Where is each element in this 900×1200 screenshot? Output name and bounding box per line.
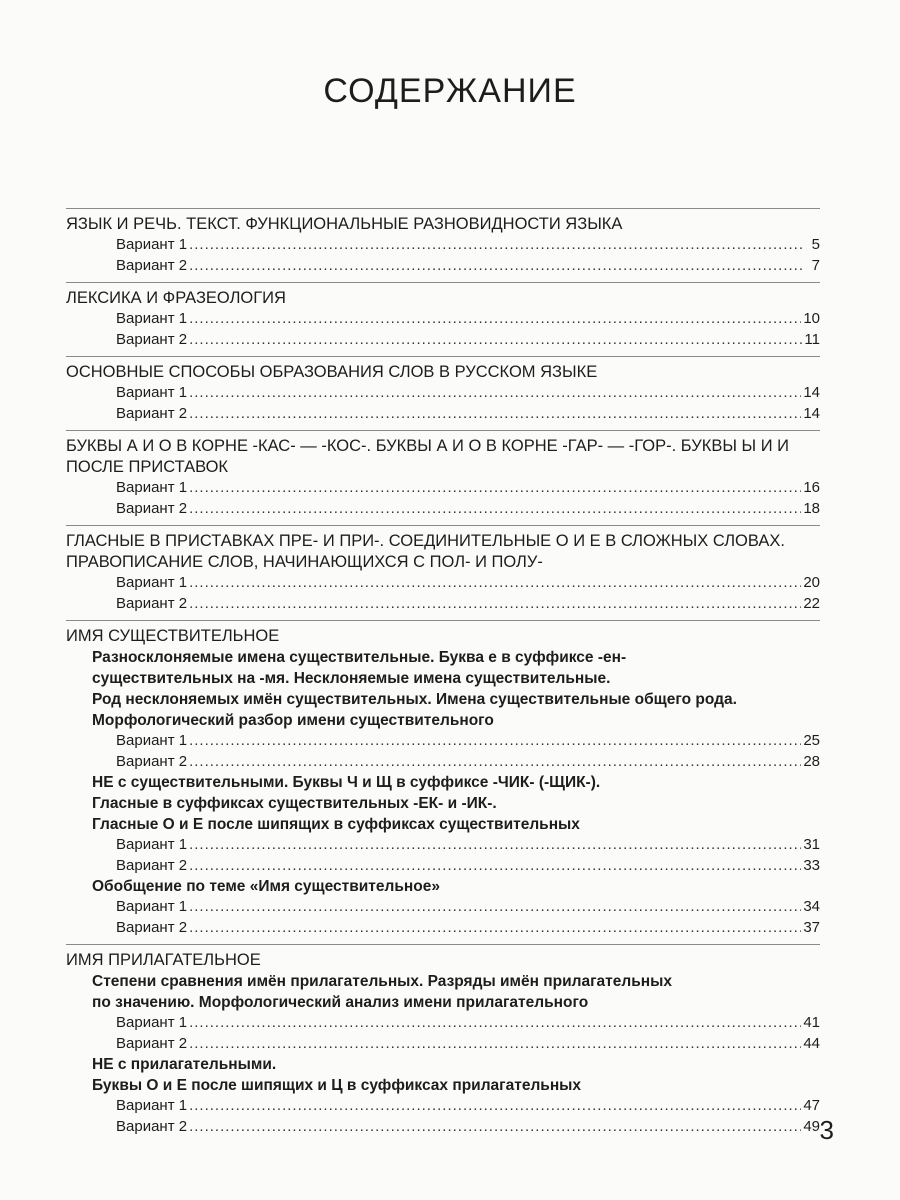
subsection-title: Обобщение по теме «Имя существительное» bbox=[92, 878, 440, 895]
dot-leader bbox=[189, 256, 804, 277]
toc-entry[interactable] bbox=[66, 383, 820, 404]
subsection-title: Степени сравнения имён прилагательных. Разряды имён прилагательных bbox=[92, 973, 672, 990]
entry-label: Вариант 2 bbox=[116, 499, 188, 517]
dot-leader bbox=[189, 1034, 801, 1055]
toc-section bbox=[66, 356, 820, 424]
entry-label: Вариант 1 bbox=[116, 384, 188, 401]
dot-leader bbox=[189, 1013, 801, 1034]
dot-leader bbox=[189, 573, 801, 594]
section-title: ЯЗЫК И РЕЧЬ. ТЕКСТ. ФУНКЦИОНАЛЬНЫЕ РАЗНОВИДНОСТИ ЯЗЫКА bbox=[66, 215, 623, 233]
toc-entry[interactable] bbox=[66, 752, 820, 773]
entry-label: Вариант 2 bbox=[116, 594, 188, 612]
entry-label: Вариант 2 bbox=[116, 752, 188, 770]
entry-page-number: 7 bbox=[811, 256, 820, 274]
toc-entry[interactable] bbox=[66, 1013, 820, 1034]
toc-entry[interactable] bbox=[66, 309, 820, 330]
subsection-title: Буквы О и Е после шипящих и Ц в суффиксах прилагательных bbox=[92, 1077, 582, 1094]
dot-leader bbox=[189, 330, 802, 351]
section-title: ГЛАСНЫЕ В ПРИСТАВКАХ ПРЕ- И ПРИ-. СОЕДИНИТЕЛЬНЫЕ О И Е В СЛОЖНЫХ СЛОВАХ. ПРАВОПИСАНИЕ СЛОВ, НАЧИНАЮЩИХСЯ С ПОЛ- И ПОЛУ- bbox=[66, 532, 785, 571]
entry-label: Вариант 1 bbox=[116, 479, 188, 496]
entry-label: Вариант 1 bbox=[116, 836, 188, 853]
dot-leader bbox=[189, 897, 801, 918]
entry-page-number: 47 bbox=[803, 1097, 820, 1114]
page-number: 3 bbox=[819, 1115, 834, 1145]
dot-leader bbox=[189, 1096, 801, 1117]
dot-leader bbox=[189, 835, 801, 856]
entry-label: Вариант 1 bbox=[116, 1014, 188, 1031]
entry-label: Вариант 2 bbox=[116, 856, 188, 874]
entry-label: Вариант 2 bbox=[116, 330, 188, 348]
toc-entry[interactable] bbox=[66, 856, 820, 877]
subsection-title: НЕ с существительными. Буквы Ч и Щ в суффиксе -ЧИК- (-ЩИК-). bbox=[92, 774, 601, 791]
dot-leader bbox=[189, 1117, 801, 1138]
entry-label: Вариант 2 bbox=[116, 404, 188, 422]
subsection-title: существительных на -мя. Несклоняемые имена существительные. bbox=[92, 670, 611, 687]
dot-leader bbox=[189, 752, 801, 773]
entry-label: Вариант 1 bbox=[116, 732, 188, 749]
entry-page-number: 16 bbox=[803, 479, 820, 496]
toc-entry[interactable] bbox=[66, 835, 820, 856]
dot-leader bbox=[189, 856, 801, 877]
entry-page-number: 49 bbox=[803, 1117, 820, 1135]
subsection-title: Род несклоняемых имён существительных. Имена существительные общего рода. bbox=[92, 691, 737, 708]
page-title: СОДЕРЖАНИЕ bbox=[323, 72, 577, 110]
subsection-title: по значению. Морфологический анализ имени прилагательного bbox=[92, 994, 589, 1011]
entry-page-number: 10 bbox=[803, 310, 820, 327]
toc-entry[interactable] bbox=[66, 1034, 820, 1055]
entry-label: Вариант 2 bbox=[116, 1117, 188, 1135]
entry-page-number: 14 bbox=[803, 404, 820, 422]
subsection-title: Морфологический разбор имени существительного bbox=[92, 712, 494, 729]
dot-leader bbox=[189, 309, 801, 330]
entry-label: Вариант 1 bbox=[116, 898, 188, 915]
section-title: БУКВЫ А И О В КОРНЕ -КАС- — -КОС-. БУКВЫ А И О В КОРНЕ -ГАР- — -ГОР-. БУКВЫ Ы И И ПОСЛЕ ПРИСТАВОК bbox=[66, 437, 790, 476]
entry-label: Вариант 1 bbox=[116, 310, 188, 327]
entry-label: Вариант 2 bbox=[116, 918, 188, 936]
subsection-title: НЕ с прилагательными. bbox=[92, 1056, 277, 1073]
entry-page-number: 41 bbox=[803, 1014, 820, 1031]
dot-leader bbox=[189, 383, 801, 404]
section-title: ИМЯ СУЩЕСТВИТЕЛЬНОЕ bbox=[66, 627, 280, 645]
subsection-title: Гласные О и Е после шипящих в суффиксах существительных bbox=[92, 816, 580, 833]
subsection-title: Гласные в суффиксах существительных -ЕК- и -ИК-. bbox=[92, 795, 497, 812]
table-of-contents bbox=[66, 208, 820, 1137]
entry-page-number: 37 bbox=[803, 918, 820, 936]
dot-leader bbox=[189, 404, 801, 425]
subsection-title: Разносклоняемые имена существительные. Буква е в суффиксе -ен- bbox=[92, 649, 627, 666]
entry-page-number: 44 bbox=[803, 1034, 820, 1052]
entry-page-number: 31 bbox=[803, 836, 820, 853]
toc-entry[interactable] bbox=[66, 918, 820, 939]
section-title: ОСНОВНЫЕ СПОСОБЫ ОБРАЗОВАНИЯ СЛОВ В РУССКОМ ЯЗЫКЕ bbox=[66, 363, 598, 381]
entry-page-number: 5 bbox=[811, 236, 820, 253]
dot-leader bbox=[189, 478, 801, 499]
entry-label: Вариант 1 bbox=[116, 236, 188, 253]
toc-section bbox=[66, 944, 820, 1137]
entry-label: Вариант 2 bbox=[116, 256, 188, 274]
toc-entry[interactable] bbox=[66, 404, 820, 425]
section-title: ЛЕКСИКА И ФРАЗЕОЛОГИЯ bbox=[66, 289, 286, 307]
toc-section bbox=[66, 282, 820, 350]
dot-leader bbox=[189, 594, 801, 615]
entry-page-number: 34 bbox=[803, 898, 820, 915]
toc-section bbox=[66, 430, 820, 519]
toc-entry[interactable] bbox=[66, 330, 820, 351]
toc-section bbox=[66, 208, 820, 276]
entry-page-number: 11 bbox=[804, 330, 820, 348]
toc-section bbox=[66, 620, 820, 938]
toc-entry[interactable] bbox=[66, 731, 820, 752]
dot-leader bbox=[189, 235, 804, 256]
entry-page-number: 25 bbox=[803, 732, 820, 749]
entry-page-number: 20 bbox=[803, 574, 820, 591]
entry-label: Вариант 1 bbox=[116, 1097, 188, 1114]
entry-page-number: 28 bbox=[803, 752, 820, 770]
toc-entry[interactable] bbox=[66, 478, 820, 499]
toc-entry[interactable] bbox=[66, 594, 820, 615]
entry-page-number: 22 bbox=[803, 594, 820, 612]
toc-entry[interactable] bbox=[66, 897, 820, 918]
dot-leader bbox=[189, 731, 801, 752]
section-title: ИМЯ ПРИЛАГАТЕЛЬНОЕ bbox=[66, 951, 261, 969]
entry-page-number: 18 bbox=[803, 499, 820, 517]
toc-entry[interactable] bbox=[66, 256, 820, 277]
entry-label: Вариант 1 bbox=[116, 574, 188, 591]
entry-page-number: 14 bbox=[803, 384, 820, 401]
toc-entry[interactable] bbox=[66, 1096, 820, 1117]
toc-entry[interactable] bbox=[66, 573, 820, 594]
toc-entry[interactable] bbox=[66, 235, 820, 256]
entry-label: Вариант 2 bbox=[116, 1034, 188, 1052]
toc-entry[interactable] bbox=[66, 1117, 820, 1138]
toc-section bbox=[66, 525, 820, 614]
toc-entry[interactable] bbox=[66, 499, 820, 520]
dot-leader bbox=[189, 918, 801, 939]
dot-leader bbox=[189, 499, 801, 520]
entry-page-number: 33 bbox=[803, 856, 820, 874]
